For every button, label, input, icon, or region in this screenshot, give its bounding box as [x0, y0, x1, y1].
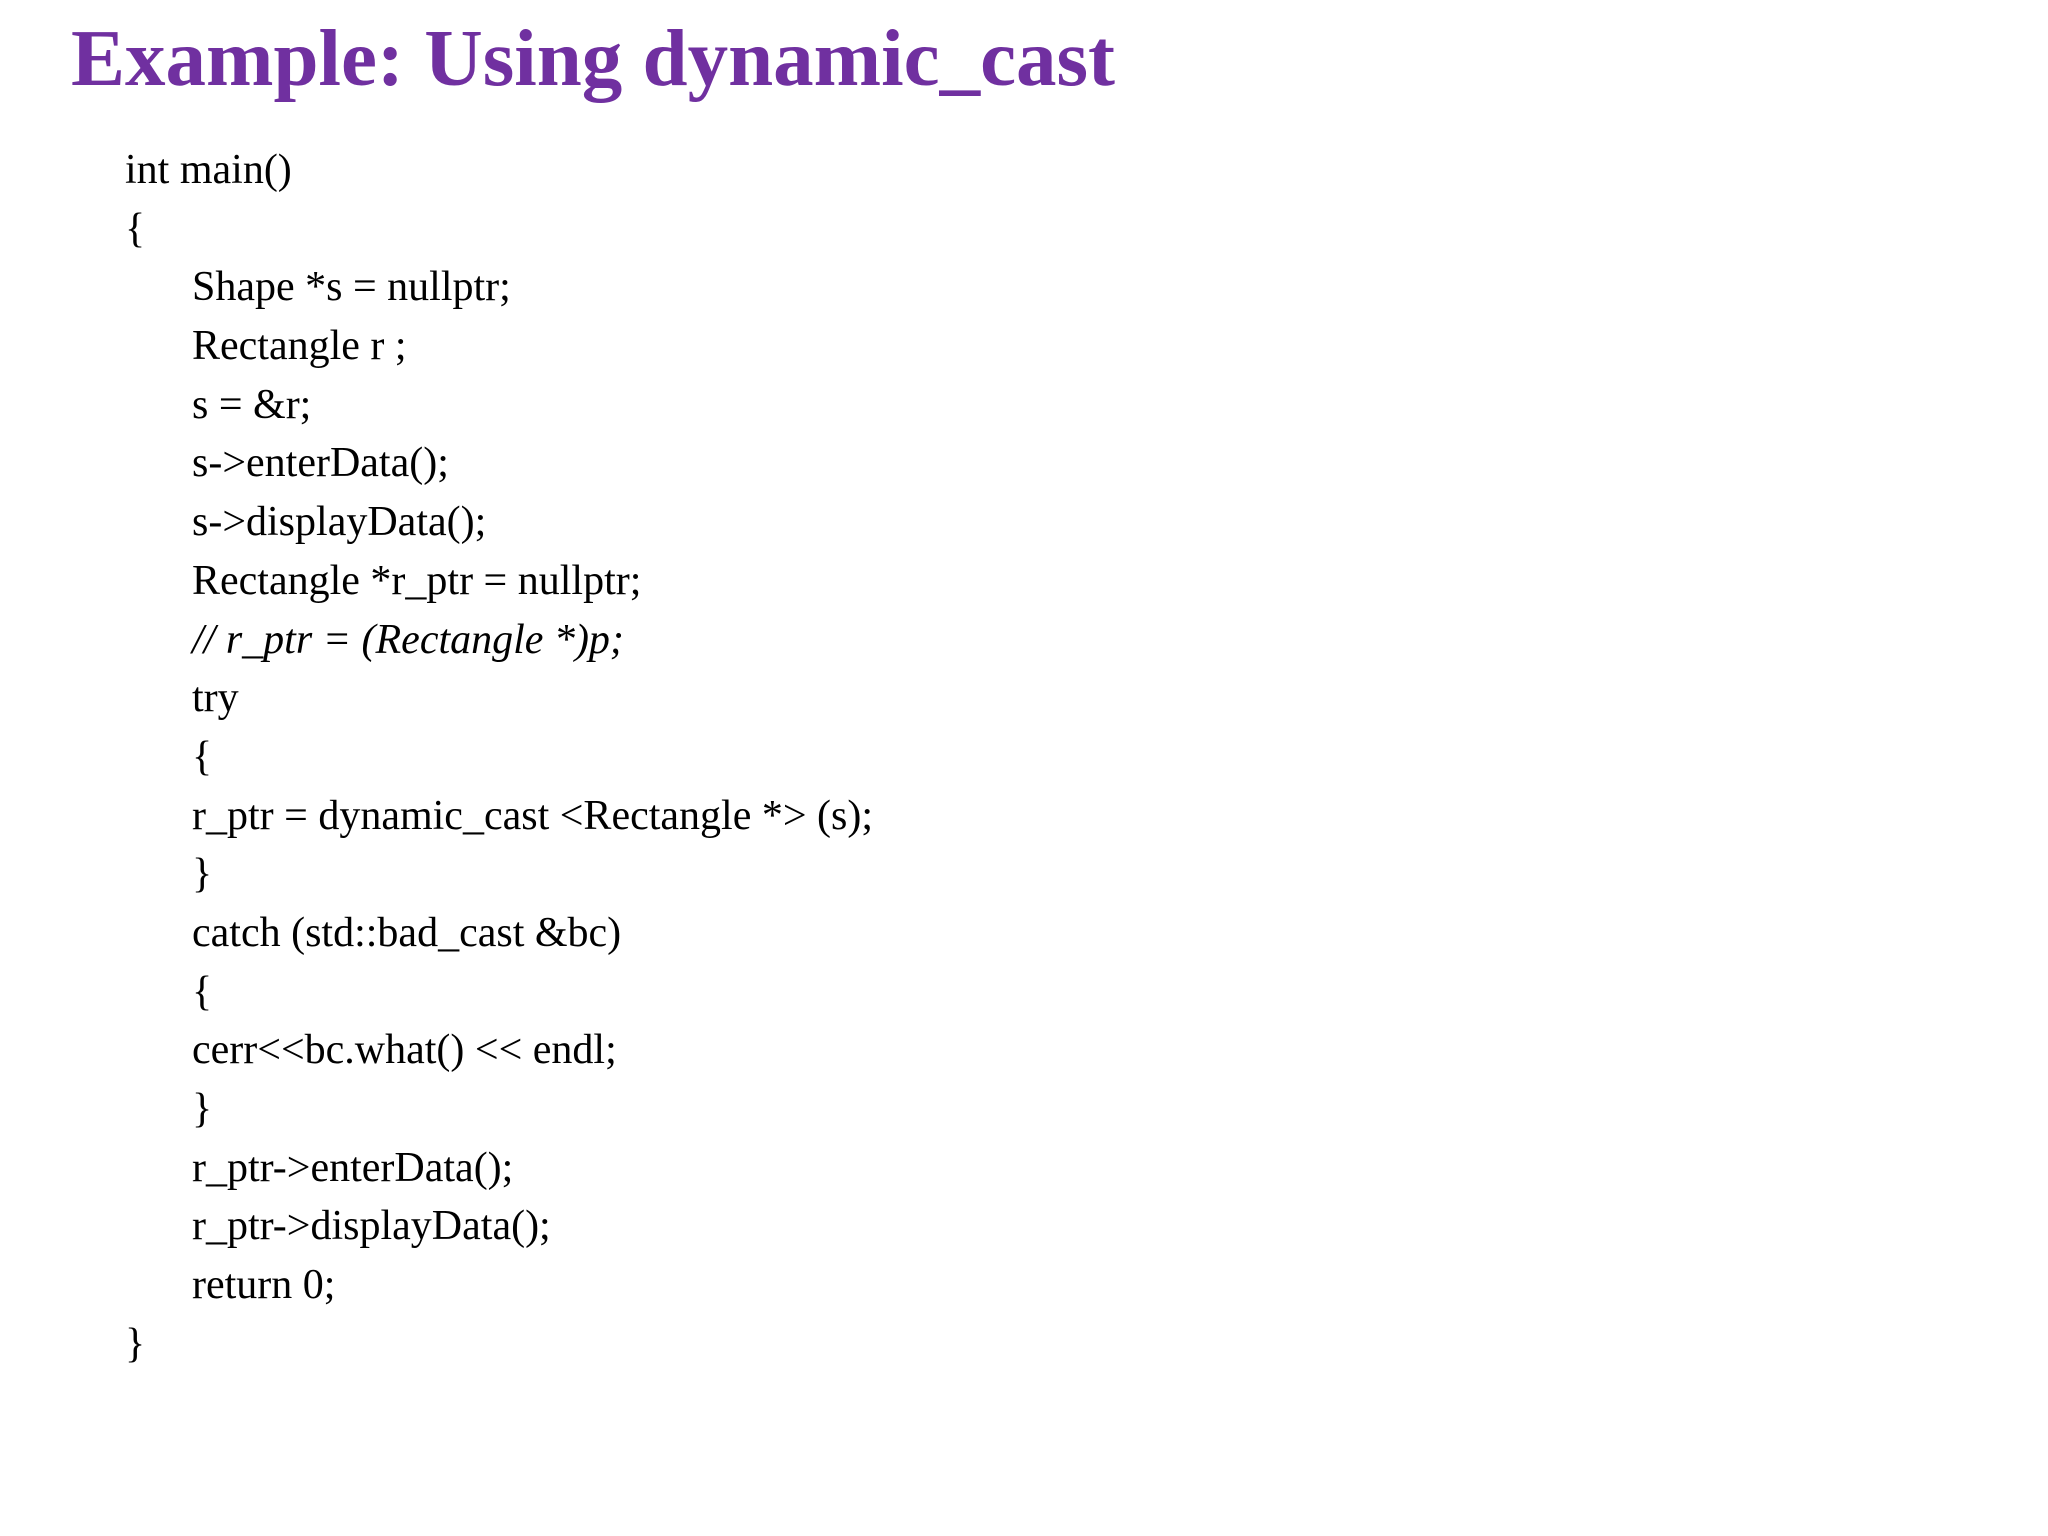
code-line: }: [192, 851, 213, 898]
code-comment-line: // r_ptr = (Rectangle *)p;: [192, 616, 624, 663]
code-line: s = &r;: [192, 381, 312, 428]
code-line: Rectangle *r_ptr = nullptr;: [192, 557, 642, 604]
code-line: Shape *s = nullptr;: [192, 264, 511, 311]
code-block: [125, 141, 873, 1373]
code-line: s->enterData();: [192, 440, 449, 487]
code-line: try: [192, 675, 239, 722]
code-line: r_ptr->enterData();: [192, 1144, 514, 1191]
code-line: return 0;: [192, 1262, 336, 1309]
code-line: r_ptr->displayData();: [192, 1203, 551, 1250]
code-line: r_ptr = dynamic_cast <Rectangle *> (s);: [192, 792, 874, 839]
code-line: {: [125, 205, 146, 252]
code-line: }: [192, 1086, 213, 1132]
code-line: {: [192, 968, 213, 1015]
slide-title: Example: Using dynamic_cast: [71, 13, 1116, 103]
code-line: cerr<<bc.what() << endl;: [192, 1027, 617, 1074]
code-line: catch (std::bad_cast &bc): [192, 909, 622, 956]
code-line: }: [125, 1320, 146, 1367]
code-line: Rectangle r ;: [192, 323, 407, 370]
code-line: {: [192, 733, 213, 780]
code-line: int main(): [125, 147, 292, 193]
code-line: s->displayData();: [192, 499, 487, 546]
